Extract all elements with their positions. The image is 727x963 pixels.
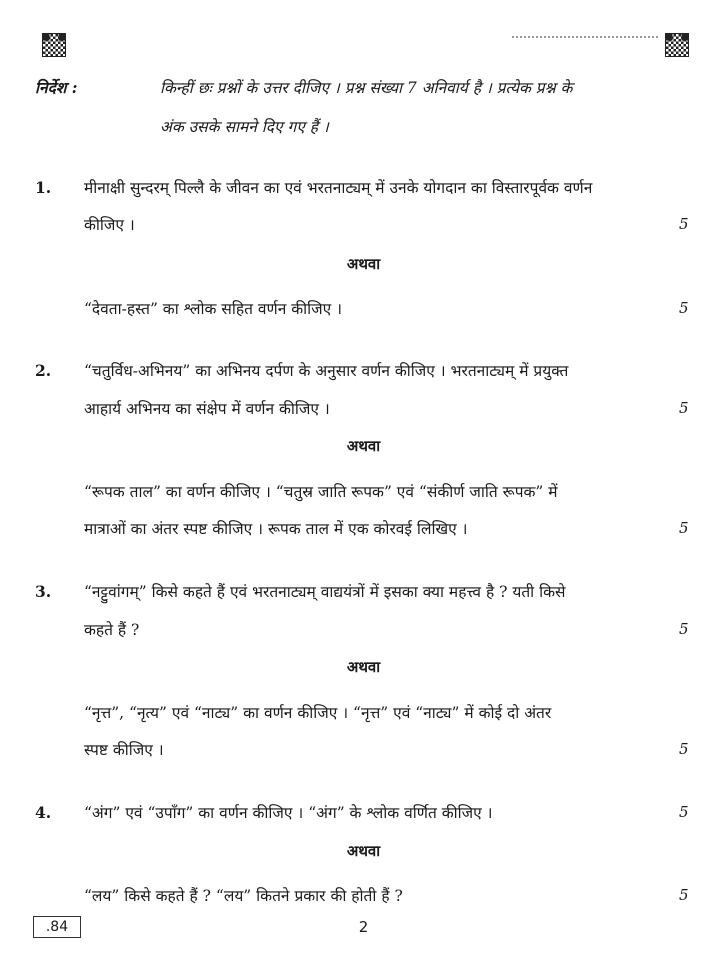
or-label: अथवा — [346, 842, 381, 860]
question-4-marks: 5 — [679, 803, 689, 821]
question-number: 2. — [35, 361, 52, 380]
qr-code-right-icon — [665, 33, 689, 57]
question-4-alt-marks: 5 — [679, 886, 689, 904]
question-2-marks: 5 — [679, 399, 689, 417]
or-label: अथवा — [346, 437, 381, 455]
question-4-line-1: “अंग” एवं “उपाँग” का वर्णन कीजिए । “अंग” के श्लोक वर्णित कीजिए । — [84, 804, 493, 822]
question-3-line-1: “नट्टुवांगम्” किसे कहते हैं एवं भरतनाट्यम् वाद्ययंत्रों में इसका क्या महत्त्व है ? यती किसे — [84, 583, 566, 601]
paper-code-box: .84 — [33, 916, 81, 938]
instructions-line-1: किन्हीं छः प्रश्नों के उत्तर दीजिए । प्रश्न संख्या 7 अनिवार्य है । प्रत्येक प्रश्न के — [160, 79, 573, 97]
question-2-line-1: “चतुर्विध-अभिनय” का अभिनय दर्पण के अनुसार वर्णन कीजिए । भरतनाट्यम् में प्रयुक्त — [84, 362, 569, 380]
question-3-marks: 5 — [679, 620, 689, 638]
question-2-alt-line-1: “रूपक ताल” का वर्णन कीजिए । “चतुस्र जाति रूपक” एवं “संकीर्ण जाति रूपक” में — [84, 483, 558, 501]
instructions-label: निर्देश : — [35, 78, 78, 97]
dotted-rule — [512, 36, 658, 38]
question-3-alt-line-1: “नृत्त”, “नृत्य” एवं “नाट्य” का वर्णन कीजिए । “नृत्त” एवं “नाट्य” में कोई दो अंतर — [84, 704, 552, 722]
question-2-alt-marks: 5 — [679, 519, 689, 537]
question-3-alt-line-2: स्पष्ट कीजिए । — [84, 741, 164, 759]
question-number: 1. — [35, 178, 52, 197]
question-3-line-2: कहते हैं ? — [84, 621, 140, 639]
question-1-line-1: मीनाक्षी सुन्दरम् पिल्लै के जीवन का एवं भरतनाट्यम् में उनके योगदान का विस्तारपूर्वक वर्णन — [84, 179, 593, 197]
question-2-alt-line-2: मात्राओं का अंतर स्पष्ट कीजिए । रूपक ताल में एक कोरवई लिखिए । — [84, 520, 468, 538]
instructions-line-2: अंक उसके सामने दिए गए हैं । — [160, 118, 329, 136]
question-1-marks: 5 — [679, 215, 689, 233]
question-2-line-2: आहार्य अभिनय का संक्षेप में वर्णन कीजिए । — [84, 400, 330, 418]
question-1-alt-marks: 5 — [679, 299, 689, 317]
question-1-line-2: कीजिए । — [84, 216, 135, 234]
or-label: अथवा — [346, 658, 381, 676]
question-4-alt-line-1: “लय” किसे कहते हैं ? “लय” कितने प्रकार की होती हैं ? — [84, 887, 403, 905]
question-3-alt-marks: 5 — [679, 740, 689, 758]
question-number: 4. — [35, 803, 52, 822]
qr-code-left-icon — [42, 33, 66, 57]
or-label: अथवा — [346, 255, 381, 273]
question-1-alt-line-1: “देवता-हस्त” का श्लोक सहित वर्णन कीजिए । — [84, 300, 343, 318]
page-number: 2 — [358, 918, 369, 936]
question-number: 3. — [35, 582, 52, 601]
